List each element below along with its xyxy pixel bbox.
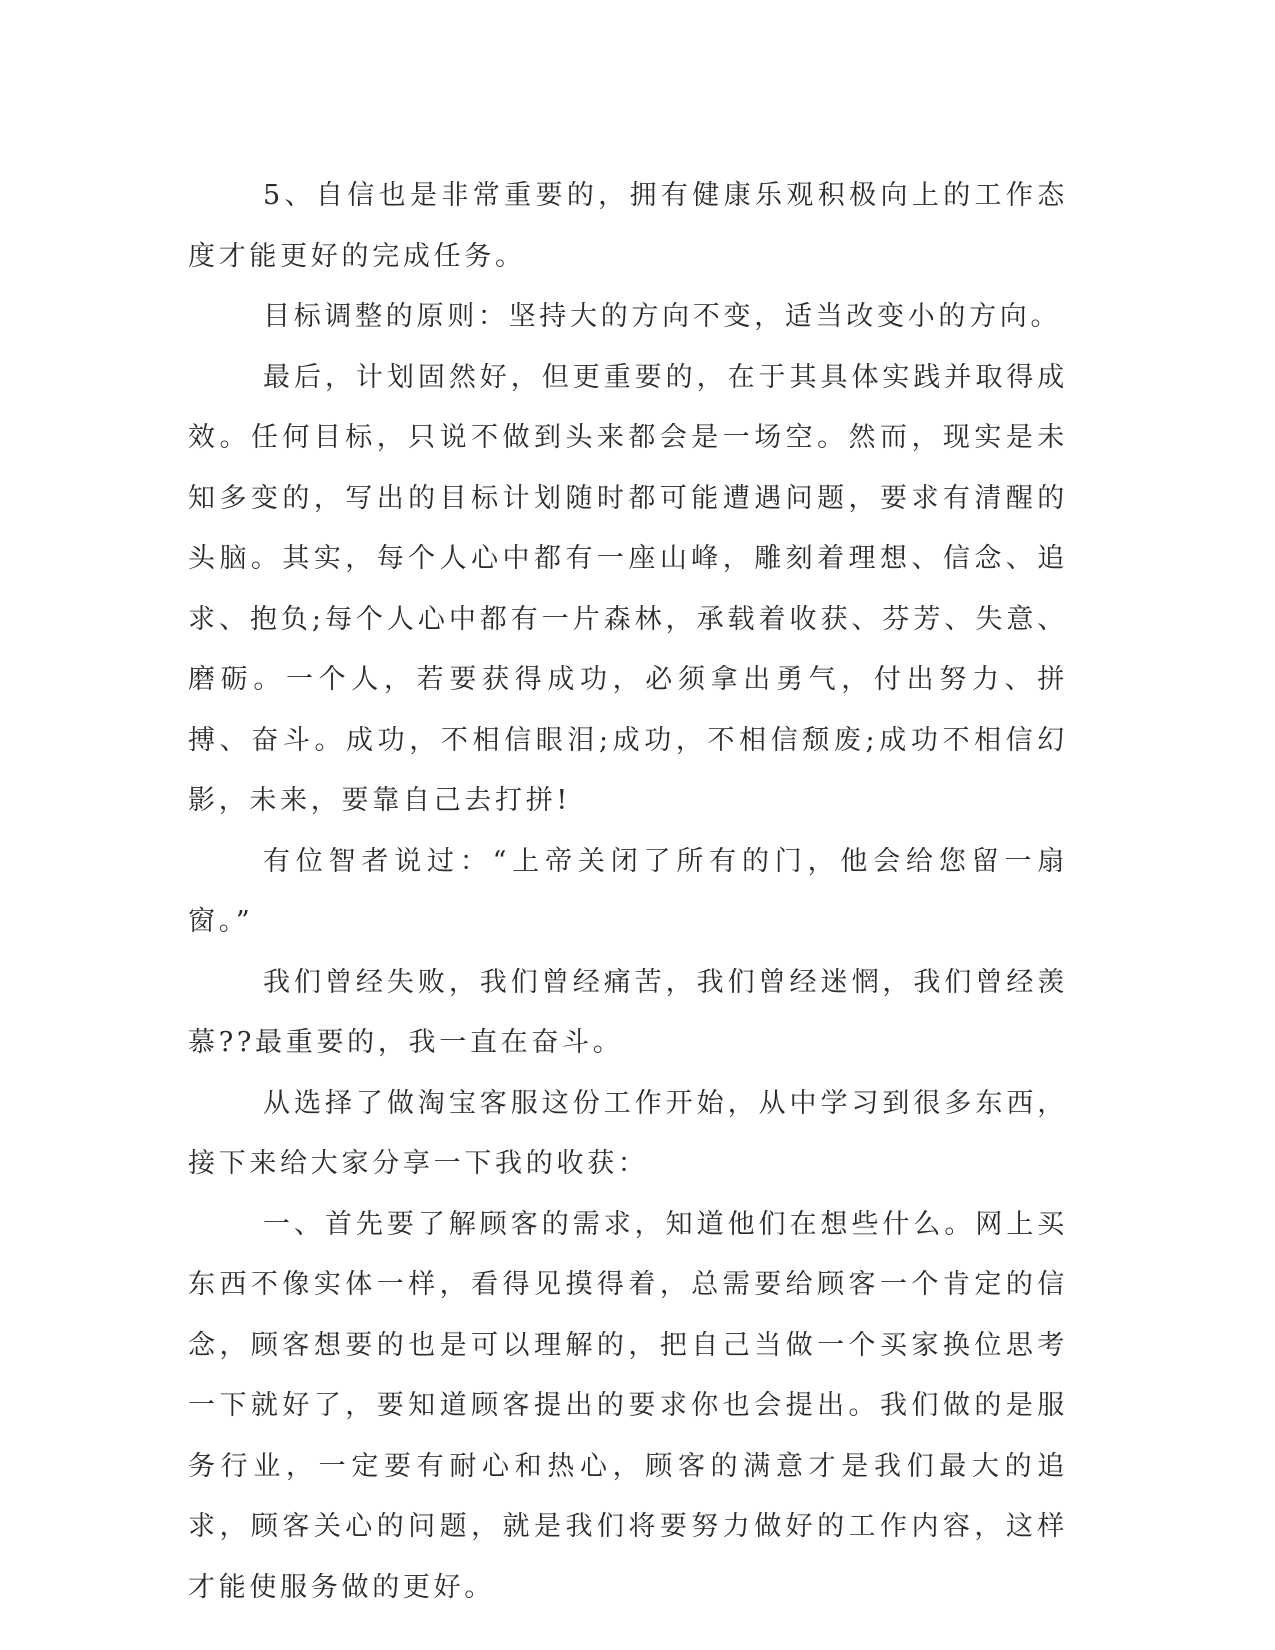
paragraph-customer-needs: 一、首先要了解顾客的需求，知道他们在想些什么。网上买东西不像实体一样，看得见摸得着，总需要给顾客一个肯定的信念，顾客想要的也是可以理解的，把自己当做一个买家换位思考一下就好了，要知道顾客提出的要求你也会提出。我们做的是服务行业，一定要有耐心和热心，顾客的满意才是我们最大的追求，顾客关心的问题，就是我们将要努力做好的工作内容，这样才能使服务做的更好。: [188, 1208, 1068, 1603]
paragraph-confidence: 5、自信也是非常重要的，拥有健康乐观积极向上的工作态度才能更好的完成任务。: [188, 180, 1068, 272]
document-body: [188, 166, 1068, 1618]
paragraph-quote: 有位智者说过：“上帝关闭了所有的门，他会给您留一扇窗。”: [188, 845, 1068, 937]
paragraph-conclusion: 最后，计划固然好，但更重要的，在于其具体实践并取得成效。任何目标，只说不做到头来都会是一场空。然而，现实是未知多变的，写出的目标计划随时都可能遭遇问题，要求有清醒的头脑。其实，每个人心中都有一座山峰，雕刻着理想、信念、追求、抱负;每个人心中都有一片森林，承载着收获、芬芳、失意、磨砺。一个人，若要获得成功，必须拿出勇气，付出努力、拼搏、奋斗。成功，不相信眼泪;成功，不相信颓废;成功不相信幻影，未来，要靠自己去打拼!: [188, 361, 1068, 816]
paragraph-struggle: 我们曾经失败，我们曾经痛苦，我们曾经迷惘，我们曾经羡慕??最重要的，我一直在奋斗。: [188, 966, 1068, 1058]
paragraph-intro-gains: 从选择了做淘宝客服这份工作开始，从中学习到很多东西，接下来给大家分享一下我的收获：: [188, 1087, 1068, 1179]
paragraph-goal-principle: 目标调整的原则：坚持大的方向不变，适当改变小的方向。: [263, 301, 1062, 332]
